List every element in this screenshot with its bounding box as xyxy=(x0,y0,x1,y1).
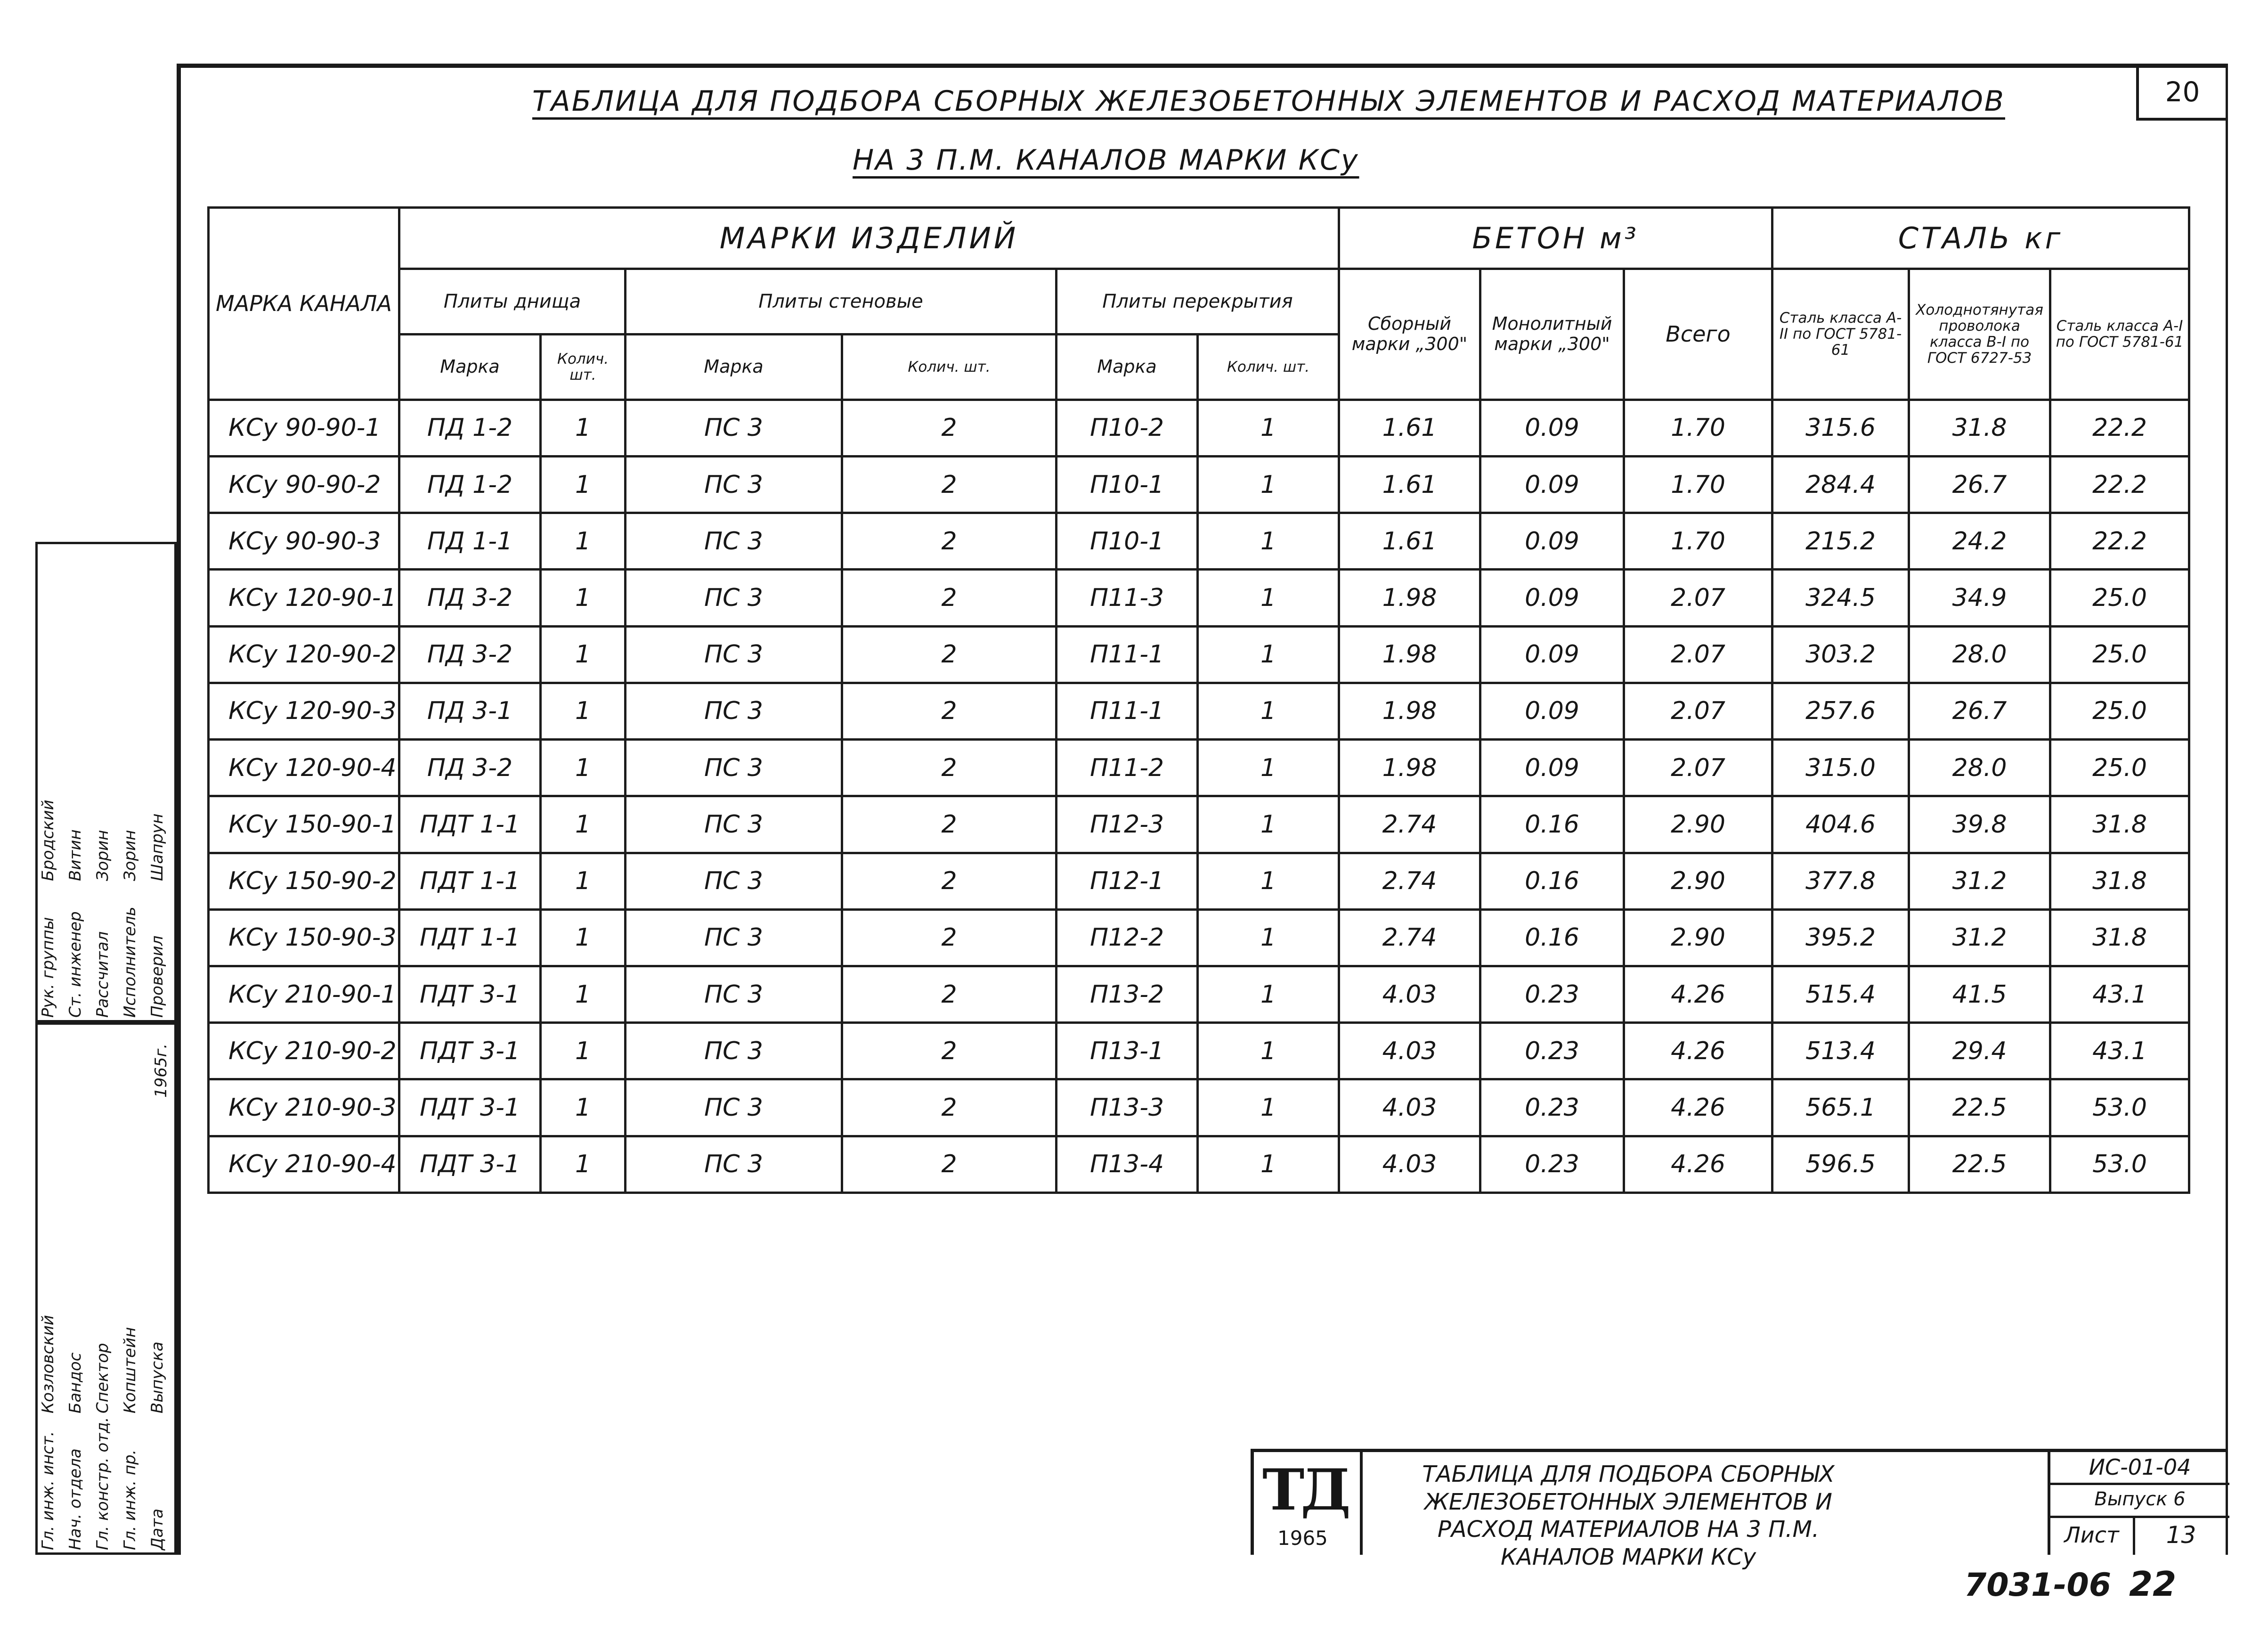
table-cell: 4.03 xyxy=(1339,966,1480,1022)
table-cell: 1 xyxy=(541,400,626,456)
table-cell: 1.98 xyxy=(1339,740,1480,796)
table-cell: 1 xyxy=(1198,400,1339,456)
table-cell: КСу 90-90-2 xyxy=(209,456,399,513)
table-cell: ПДТ 1-1 xyxy=(399,853,541,909)
table-cell: 26.7 xyxy=(1909,683,2050,739)
table-cell: 2 xyxy=(842,513,1057,570)
table-cell: 1 xyxy=(541,1079,626,1136)
header-wall-slabs: Плиты стеновые xyxy=(626,269,1057,335)
table-cell: 1.61 xyxy=(1339,400,1480,456)
stamp-series: ИС-01-04 xyxy=(2050,1452,2229,1485)
table-cell: 1 xyxy=(541,796,626,853)
table-cell: 0.23 xyxy=(1480,1023,1624,1079)
table-cell: 596.5 xyxy=(1772,1136,1909,1192)
table-cell: 31.8 xyxy=(1909,400,2050,456)
table-cell: 43.1 xyxy=(2050,1023,2189,1079)
table-cell: 1 xyxy=(541,853,626,909)
table-cell: 1 xyxy=(1198,683,1339,739)
table-cell: 1.98 xyxy=(1339,570,1480,626)
header-concrete: БЕТОН м³ xyxy=(1339,208,1772,269)
table-cell: ПС 3 xyxy=(626,796,842,853)
table-cell: 31.8 xyxy=(2050,796,2189,853)
table-cell: 31.2 xyxy=(1909,909,2050,966)
signature-label: Гл. инж. пр. xyxy=(121,1449,139,1550)
signature-label: Шапрун xyxy=(148,813,167,881)
stamp-sheet-label: Лист xyxy=(2050,1516,2135,1555)
table-cell: 34.9 xyxy=(1909,570,2050,626)
table-cell: 2.90 xyxy=(1624,796,1772,853)
signature-label: Исполнитель xyxy=(121,906,139,1018)
table-row xyxy=(209,570,2189,626)
table-row xyxy=(209,626,2189,683)
table-cell: 4.03 xyxy=(1339,1023,1480,1079)
table-cell: ПДТ 3-1 xyxy=(399,1136,541,1192)
header-mark-bottom: Марка xyxy=(399,334,541,400)
header-concrete-total: Всего xyxy=(1624,269,1772,400)
signature-label: Выпуска xyxy=(148,1341,167,1413)
table-cell: 2 xyxy=(842,1136,1057,1192)
stamp-info xyxy=(2048,1452,2229,1555)
table-cell: 22.5 xyxy=(1909,1079,2050,1136)
table-cell: П12-3 xyxy=(1057,796,1198,853)
table-cell: 24.2 xyxy=(1909,513,2050,570)
table-cell: ПД 3-2 xyxy=(399,570,541,626)
table-cell: П12-2 xyxy=(1057,909,1198,966)
materials-table xyxy=(207,206,2190,1194)
table-row xyxy=(209,740,2189,796)
signature-label: Дата xyxy=(148,1508,167,1550)
stamp-sheet-value: 13 xyxy=(2166,1521,2196,1549)
table-cell: ПДТ 3-1 xyxy=(399,1023,541,1079)
table-cell: 1 xyxy=(1198,1079,1339,1136)
signature-label: Нач. отдела xyxy=(66,1448,85,1550)
table-cell: ПДТ 1-1 xyxy=(399,796,541,853)
table-cell: 1 xyxy=(541,626,626,683)
table-cell: 2 xyxy=(842,570,1057,626)
table-cell: 4.26 xyxy=(1624,1023,1772,1079)
table-cell: ПД 3-2 xyxy=(399,626,541,683)
table-cell: 1.70 xyxy=(1624,400,1772,456)
document-number: 7031-06 xyxy=(1964,1567,2112,1604)
table-row xyxy=(209,513,2189,570)
table-cell: 1 xyxy=(541,513,626,570)
signature-label: Гл. инж. инст. xyxy=(39,1431,57,1550)
table-cell: 315.0 xyxy=(1772,740,1909,796)
header-qty-wall: Колич. шт. xyxy=(842,334,1057,400)
table-row xyxy=(209,1079,2189,1136)
header-precast: Сборный марки „300" xyxy=(1339,269,1480,400)
signature-label: Витин xyxy=(66,829,85,881)
table-cell: ПС 3 xyxy=(626,1079,842,1136)
table-cell: 1 xyxy=(1198,909,1339,966)
table-cell: 1 xyxy=(1198,853,1339,909)
table-cell: 0.09 xyxy=(1480,683,1624,739)
signature-label: Рук. группы xyxy=(39,917,57,1018)
table-cell: ПС 3 xyxy=(626,1136,842,1192)
table-cell: ПД 1-2 xyxy=(399,456,541,513)
table-cell: 0.09 xyxy=(1480,400,1624,456)
table-cell: ПС 3 xyxy=(626,853,842,909)
table-cell: 1 xyxy=(1198,570,1339,626)
table-cell: 4.26 xyxy=(1624,1136,1772,1192)
table-cell: П13-2 xyxy=(1057,966,1198,1022)
table-cell: КСу 120-90-3 xyxy=(209,683,399,739)
table-row xyxy=(209,1023,2189,1079)
header-steel: СТАЛЬ кг xyxy=(1772,208,2189,269)
table-cell: 2.07 xyxy=(1624,683,1772,739)
header-mark-wall: Марка xyxy=(626,334,842,400)
header-cover-slabs: Плиты перекрытия xyxy=(1057,269,1339,335)
table-cell: 2.07 xyxy=(1624,570,1772,626)
header-products: МАРКИ ИЗДЕЛИЙ xyxy=(399,208,1339,269)
table-cell: 1 xyxy=(541,683,626,739)
table-cell: КСу 120-90-2 xyxy=(209,626,399,683)
table-cell: 324.5 xyxy=(1772,570,1909,626)
table-cell: 1.70 xyxy=(1624,456,1772,513)
table-cell: ПД 1-2 xyxy=(399,400,541,456)
signature-year: 1965г. xyxy=(152,1043,171,1098)
table-cell: 315.6 xyxy=(1772,400,1909,456)
table-cell: 25.0 xyxy=(2050,626,2189,683)
table-cell: 515.4 xyxy=(1772,966,1909,1022)
signature-label: Бандос xyxy=(66,1352,85,1413)
table-row xyxy=(209,853,2189,909)
table-cell: 0.09 xyxy=(1480,626,1624,683)
table-cell: 0.09 xyxy=(1480,740,1624,796)
table-cell: КСу 150-90-1 xyxy=(209,796,399,853)
stamp-issue: Выпуск 6 xyxy=(2050,1483,2229,1518)
table-cell: КСу 210-90-1 xyxy=(209,966,399,1022)
table-cell: ПС 3 xyxy=(626,1023,842,1079)
table-cell: 29.4 xyxy=(1909,1023,2050,1079)
table-cell: П10-1 xyxy=(1057,456,1198,513)
table-cell: 4.26 xyxy=(1624,1079,1772,1136)
header-steel-a1: Сталь класса А-I по ГОСТ 5781-61 xyxy=(2050,269,2189,400)
table-cell: 2 xyxy=(842,909,1057,966)
table-cell: 1 xyxy=(541,1136,626,1192)
table-row xyxy=(209,796,2189,853)
table-cell: П10-1 xyxy=(1057,513,1198,570)
table-cell: 2 xyxy=(842,740,1057,796)
table-cell: 25.0 xyxy=(2050,740,2189,796)
table-cell: 0.23 xyxy=(1480,966,1624,1022)
table-cell: ПС 3 xyxy=(626,626,842,683)
header-wire: Холоднотянутая проволока класса В-I по ГОСТ 6727-53 xyxy=(1909,269,2050,400)
table-cell: 2.74 xyxy=(1339,853,1480,909)
table-cell: 2 xyxy=(842,1079,1057,1136)
page-title-line1: ТАБЛИЦА ДЛЯ ПОДБОРА СБОРНЫХ ЖЕЛЕЗОБЕТОННЫХ ЭЛЕМЕНТОВ И РАСХОД МАТЕРИАЛОВ xyxy=(532,85,2005,118)
signature-label: Рассчитал xyxy=(93,931,112,1018)
table-cell: 1 xyxy=(1198,966,1339,1022)
table-cell: 22.2 xyxy=(2050,456,2189,513)
table-cell: 1 xyxy=(1198,513,1339,570)
title-stamp xyxy=(1251,1449,2226,1570)
table-cell: 53.0 xyxy=(2050,1136,2189,1192)
page-number: 22 xyxy=(2129,1564,2177,1604)
table-cell: 1 xyxy=(541,570,626,626)
table-cell: П13-4 xyxy=(1057,1136,1198,1192)
table-cell: 2.90 xyxy=(1624,853,1772,909)
table-cell: 2.07 xyxy=(1624,740,1772,796)
table-cell: 1.98 xyxy=(1339,626,1480,683)
table-cell: 0.16 xyxy=(1480,853,1624,909)
table-cell: ПД 3-1 xyxy=(399,683,541,739)
table-cell: 1 xyxy=(541,909,626,966)
table-cell: 2 xyxy=(842,796,1057,853)
table-cell: КСу 90-90-1 xyxy=(209,400,399,456)
table-cell: П11-2 xyxy=(1057,740,1198,796)
table-cell: 1.70 xyxy=(1624,513,1772,570)
table-cell: 2.74 xyxy=(1339,796,1480,853)
header-monolithic: Монолитный марки „300" xyxy=(1480,269,1624,400)
table-cell: КСу 90-90-3 xyxy=(209,513,399,570)
table-cell: 2 xyxy=(842,400,1057,456)
signature-label: Гл. констр. отд. xyxy=(93,1417,112,1550)
table-cell: 28.0 xyxy=(1909,740,2050,796)
table-cell: П12-1 xyxy=(1057,853,1198,909)
table-cell: 41.5 xyxy=(1909,966,2050,1022)
table-cell: 1.61 xyxy=(1339,513,1480,570)
table-cell: 1 xyxy=(1198,456,1339,513)
table-cell: 0.16 xyxy=(1480,796,1624,853)
table-cell: 43.1 xyxy=(2050,966,2189,1022)
table-cell: ПД 3-2 xyxy=(399,740,541,796)
table-cell: 284.4 xyxy=(1772,456,1909,513)
table-cell: КСу 120-90-4 xyxy=(209,740,399,796)
header-qty-bottom: Колич. шт. xyxy=(541,334,626,400)
table-cell: 0.09 xyxy=(1480,513,1624,570)
table-row xyxy=(209,1136,2189,1192)
table-cell: 1 xyxy=(541,966,626,1022)
table-cell: 1 xyxy=(541,1023,626,1079)
table-cell: 2 xyxy=(842,966,1057,1022)
table-cell: 1 xyxy=(1198,796,1339,853)
table-cell: ПС 3 xyxy=(626,400,842,456)
table-cell: 4.03 xyxy=(1339,1079,1480,1136)
table-cell: КСу 210-90-2 xyxy=(209,1023,399,1079)
header-qty-cover: Колич. шт. xyxy=(1198,334,1339,400)
table-cell: 303.2 xyxy=(1772,626,1909,683)
table-cell: 257.6 xyxy=(1772,683,1909,739)
table-cell: 0.09 xyxy=(1480,570,1624,626)
header-steel-a2: Сталь класса А-II по ГОСТ 5781-61 xyxy=(1772,269,1909,400)
table-cell: 2.74 xyxy=(1339,909,1480,966)
table-cell: КСу 210-90-3 xyxy=(209,1079,399,1136)
page-title-line2: НА 3 П.М. КАНАЛОВ МАРКИ КСу xyxy=(853,144,1359,177)
table-cell: 28.0 xyxy=(1909,626,2050,683)
table-cell: 1 xyxy=(541,456,626,513)
table-cell: 0.23 xyxy=(1480,1079,1624,1136)
sheet-number: 20 xyxy=(2136,66,2226,121)
table-cell: 2 xyxy=(842,853,1057,909)
stamp-title: ТАБЛИЦА ДЛЯ ПОДБОРА СБОРНЫХ ЖЕЛЕЗОБЕТОННЫХ ЭЛЕМЕНТОВ И РАСХОД МАТЕРИАЛОВ НА 3 П.М. КАНАЛОВ МАРКИ КСу xyxy=(1422,1461,1835,1570)
table-cell: 4.26 xyxy=(1624,966,1772,1022)
table-cell: 22.5 xyxy=(1909,1136,2050,1192)
table-cell: П11-1 xyxy=(1057,683,1198,739)
table-cell: ПС 3 xyxy=(626,909,842,966)
table-cell: 513.4 xyxy=(1772,1023,1909,1079)
table-cell: 25.0 xyxy=(2050,570,2189,626)
signature-label: Зорин xyxy=(121,830,139,881)
table-cell: КСу 210-90-4 xyxy=(209,1136,399,1192)
header-bottom-slabs: Плиты днища xyxy=(399,269,626,335)
table-row xyxy=(209,909,2189,966)
table-row xyxy=(209,456,2189,513)
table-cell: 2 xyxy=(842,683,1057,739)
table-cell: 26.7 xyxy=(1909,456,2050,513)
table-cell: 215.2 xyxy=(1772,513,1909,570)
header-channel-mark: МАРКА КАНАЛА xyxy=(209,208,399,400)
table-cell: ПДТ 1-1 xyxy=(399,909,541,966)
signature-label: Бродский xyxy=(39,800,57,881)
table-cell: КСу 150-90-3 xyxy=(209,909,399,966)
table-cell: 1 xyxy=(1198,1023,1339,1079)
table-cell: 53.0 xyxy=(2050,1079,2189,1136)
table-cell: 31.2 xyxy=(1909,853,2050,909)
table-cell: ПС 3 xyxy=(626,456,842,513)
table-cell: ПС 3 xyxy=(626,966,842,1022)
table-cell: 1 xyxy=(541,740,626,796)
table-row xyxy=(209,400,2189,456)
table-cell: 404.6 xyxy=(1772,796,1909,853)
table-cell: 22.2 xyxy=(2050,400,2189,456)
table-cell: 377.8 xyxy=(1772,853,1909,909)
table-cell: 1.98 xyxy=(1339,683,1480,739)
table-row xyxy=(209,683,2189,739)
table-cell: П10-2 xyxy=(1057,400,1198,456)
table-cell: ПДТ 3-1 xyxy=(399,966,541,1022)
signature-label: Проверил xyxy=(148,935,167,1018)
table-cell: 2 xyxy=(842,626,1057,683)
table-cell: П11-3 xyxy=(1057,570,1198,626)
table-cell: 1 xyxy=(1198,1136,1339,1192)
table-cell: ПС 3 xyxy=(626,570,842,626)
signature-label: Копштейн xyxy=(121,1327,139,1413)
table-cell: 395.2 xyxy=(1772,909,1909,966)
header-mark-cover: Марка xyxy=(1057,334,1198,400)
table-cell: 39.8 xyxy=(1909,796,2050,853)
institute-logo: ТД 1965 xyxy=(1254,1452,1363,1555)
signature-label: Козловский xyxy=(39,1315,57,1413)
table-cell: П13-1 xyxy=(1057,1023,1198,1079)
table-cell: ПС 3 xyxy=(626,683,842,739)
table-cell: 31.8 xyxy=(2050,909,2189,966)
table-cell: П11-1 xyxy=(1057,626,1198,683)
table-cell: 0.09 xyxy=(1480,456,1624,513)
table-cell: 565.1 xyxy=(1772,1079,1909,1136)
table-cell: ПДТ 3-1 xyxy=(399,1079,541,1136)
table-cell: 1 xyxy=(1198,740,1339,796)
table-cell: 2 xyxy=(842,1023,1057,1079)
table-cell: 25.0 xyxy=(2050,683,2189,739)
signature-label: Зорин xyxy=(93,830,112,881)
table-cell: 2.07 xyxy=(1624,626,1772,683)
table-cell: 1.61 xyxy=(1339,456,1480,513)
table-cell: 1 xyxy=(1198,626,1339,683)
table-cell: ПС 3 xyxy=(626,513,842,570)
table-cell: П13-3 xyxy=(1057,1079,1198,1136)
table-cell: ПС 3 xyxy=(626,740,842,796)
table-cell: 0.16 xyxy=(1480,909,1624,966)
table-cell: ПД 1-1 xyxy=(399,513,541,570)
table-cell: 0.23 xyxy=(1480,1136,1624,1192)
table-row xyxy=(209,966,2189,1022)
table-cell: КСу 120-90-1 xyxy=(209,570,399,626)
table-cell: 22.2 xyxy=(2050,513,2189,570)
table-cell: 2.90 xyxy=(1624,909,1772,966)
table-cell: КСу 150-90-2 xyxy=(209,853,399,909)
table-cell: 31.8 xyxy=(2050,853,2189,909)
signature-label: Ст. инженер xyxy=(66,911,85,1018)
signature-label: Спектор xyxy=(93,1343,112,1413)
table-cell: 4.03 xyxy=(1339,1136,1480,1192)
table-cell: 2 xyxy=(842,456,1057,513)
